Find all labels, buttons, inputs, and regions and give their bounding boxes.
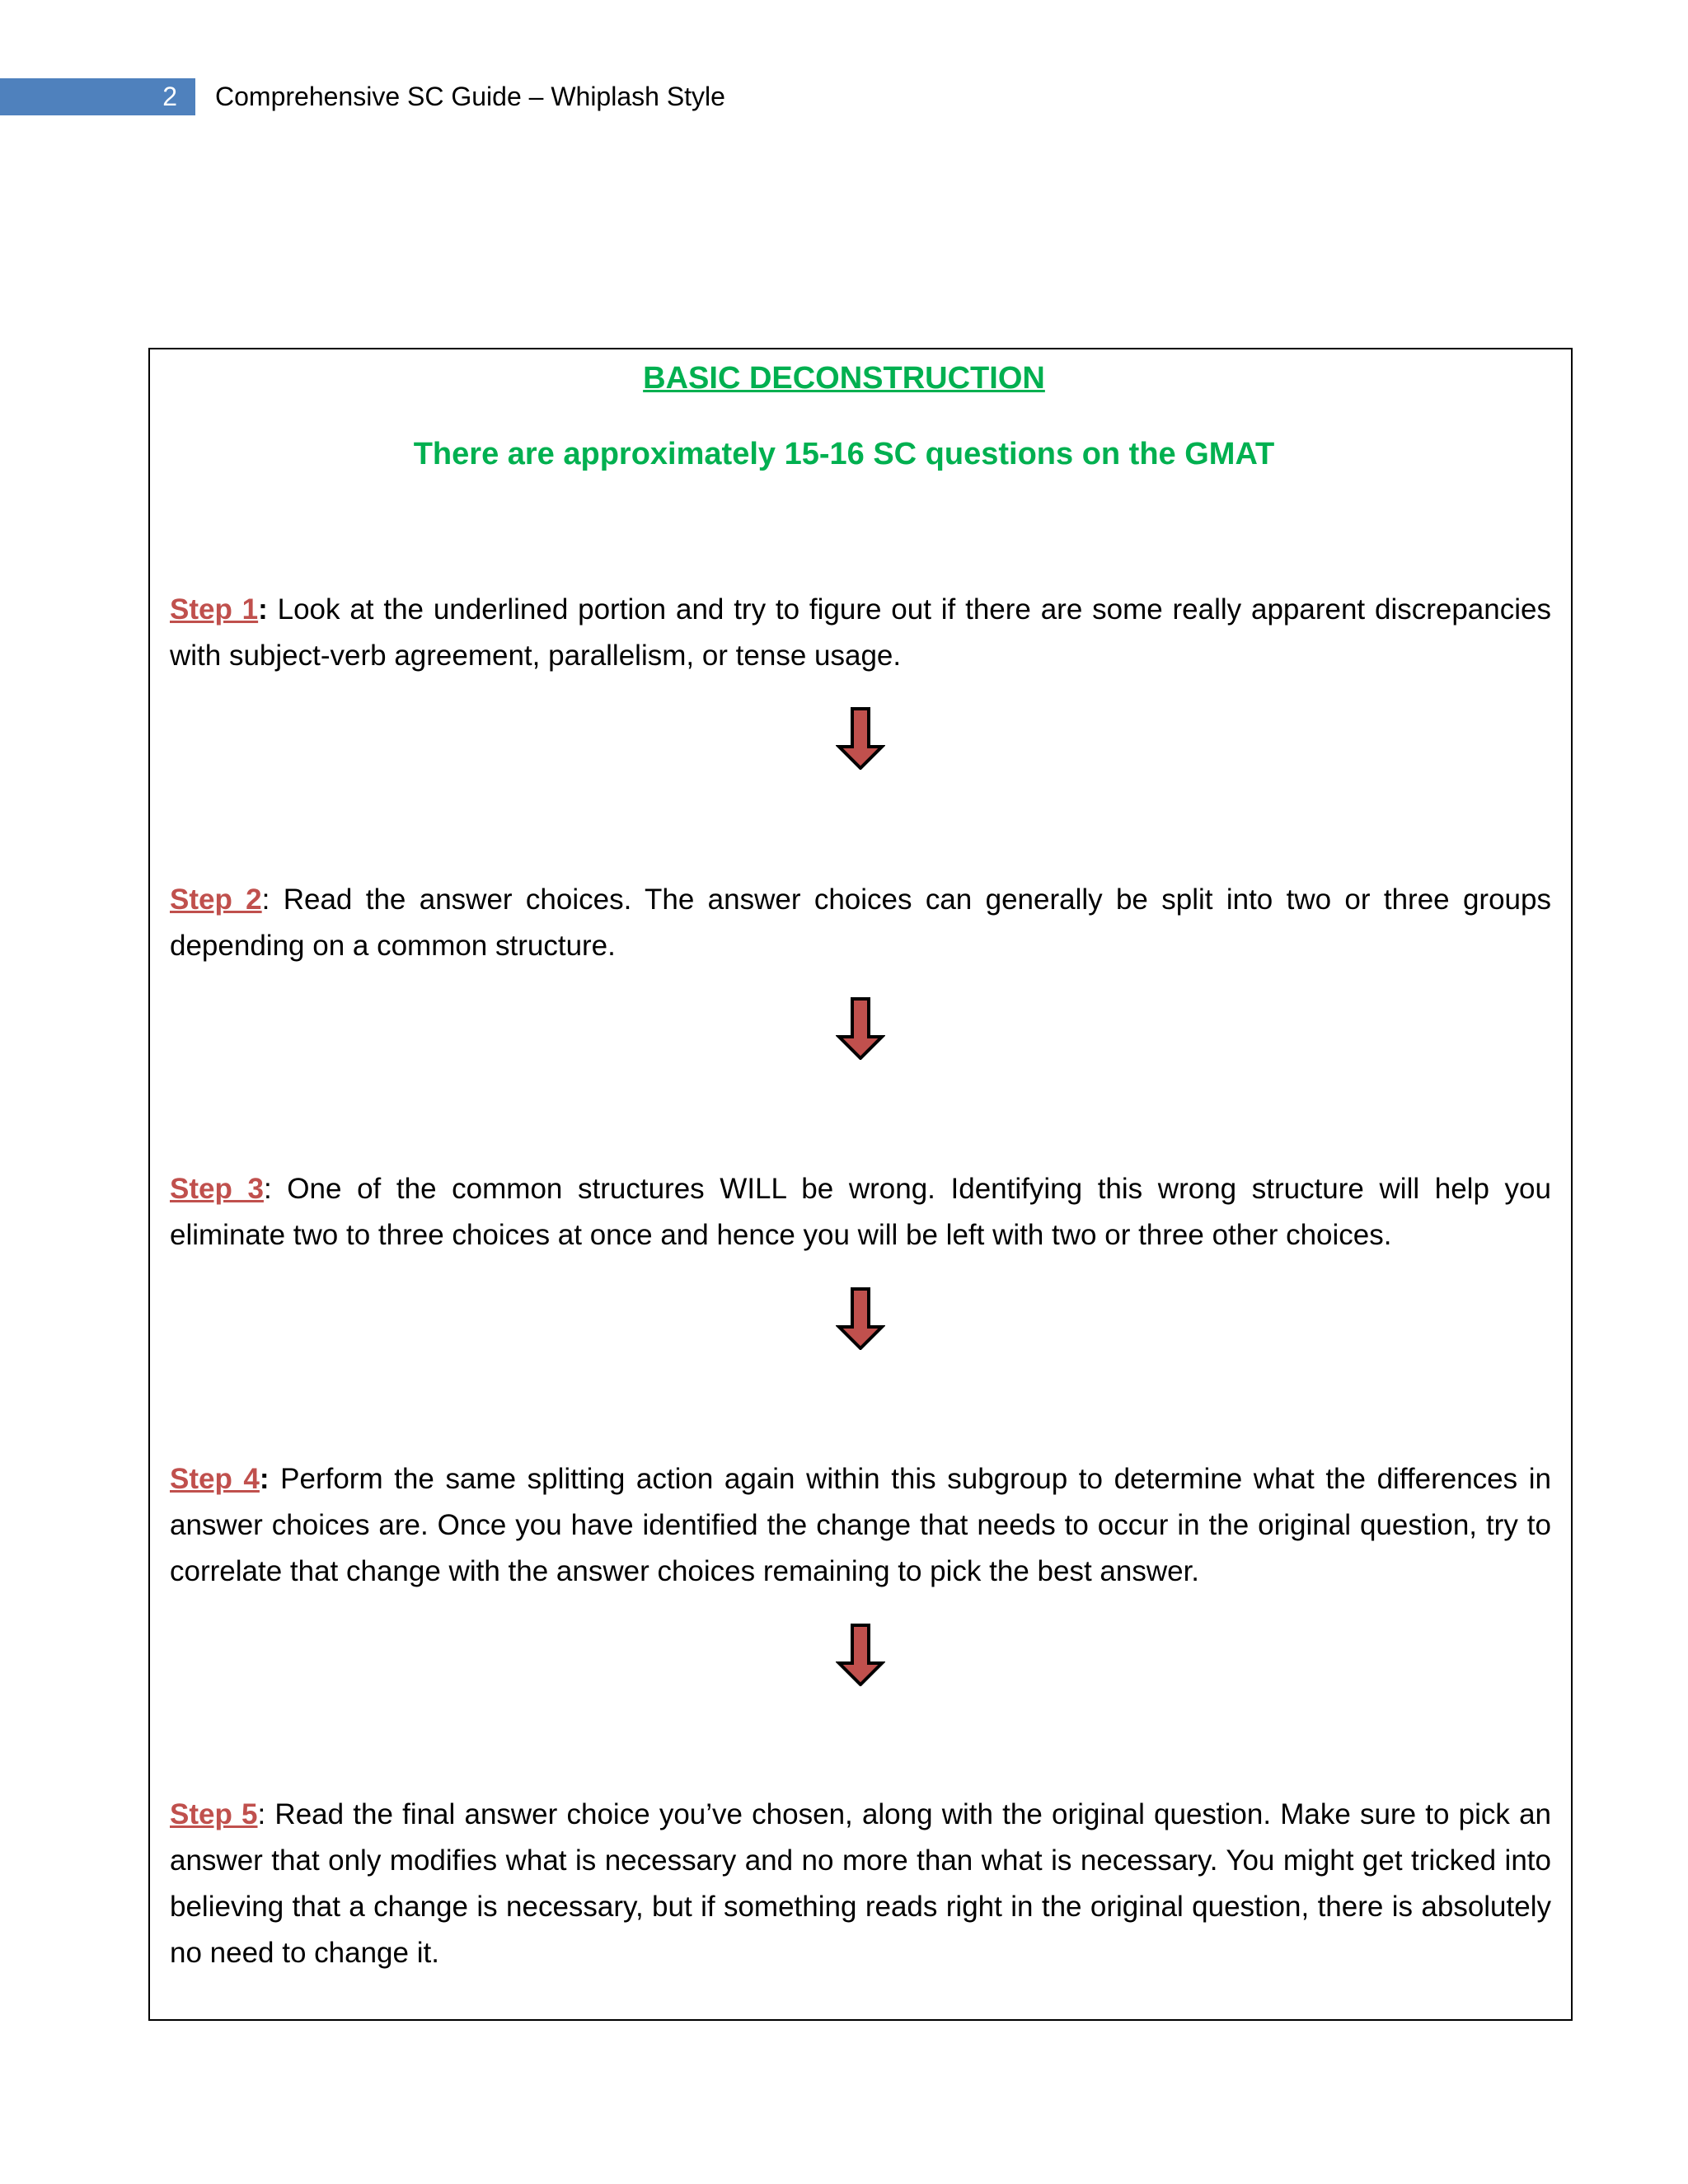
- step-4-separator: :: [259, 1463, 270, 1495]
- step-5-text: Read the final answer choice you’ve chosen, along with the original question. Make sure to pick an answer that only modifies what is necessary and no more than what is necessary. You might get tricked into believing that a change is necessary, but if something reads right in the original question, there is absolutely no need to change it.: [170, 1798, 1551, 1969]
- header-title: Comprehensive SC Guide – Whiplash Style: [215, 82, 725, 111]
- step-1-separator: :: [258, 593, 268, 626]
- down-arrow-icon: [836, 997, 885, 1060]
- step-4-text: Perform the same splitting action again within this subgroup to determine what the differences in answer choices are. Once you have identified the change that needs to occur in the original question, try to correlate that change with the answer choices remaining to pick the best answer.: [170, 1463, 1551, 1587]
- step-2-separator: :: [261, 883, 270, 916]
- page-number: 2: [0, 78, 195, 115]
- step-5-separator: :: [257, 1798, 266, 1830]
- box-title: BASIC DECONSTRUCTION: [643, 361, 1045, 396]
- step-3-text: One of the common structures WILL be wrong. Identifying this wrong structure will help you eliminate two to three choices at once and hence you will be left with two or three other choices.: [170, 1173, 1551, 1251]
- step-2: [170, 877, 1551, 969]
- step-1: [170, 587, 1551, 679]
- down-arrow-icon: [836, 1287, 885, 1350]
- step-2-text: Read the answer choices. The answer choices can generally be split into two or three groups depending on a common structure.: [170, 883, 1551, 962]
- step-5: [170, 1792, 1551, 1976]
- step-5-label: Step 5: [170, 1798, 258, 1830]
- step-3-separator: :: [263, 1173, 272, 1205]
- box-subtitle: There are approximately 15-16 SC questions on the GMAT: [413, 437, 1275, 471]
- down-arrow-icon: [836, 1624, 885, 1686]
- step-4: [170, 1456, 1551, 1595]
- step-3: [170, 1166, 1551, 1258]
- step-3-label: Step 3: [170, 1173, 264, 1205]
- step-1-text: Look at the underlined portion and try to figure out if there are some really apparent discrepancies with subject-verb agreement, parallelism, or tense usage.: [170, 593, 1551, 672]
- step-2-label: Step 2: [170, 883, 262, 916]
- step-4-label: Step 4: [170, 1463, 260, 1495]
- step-1-label: Step 1: [170, 593, 259, 626]
- page-header: [0, 78, 725, 115]
- down-arrow-icon: [836, 707, 885, 770]
